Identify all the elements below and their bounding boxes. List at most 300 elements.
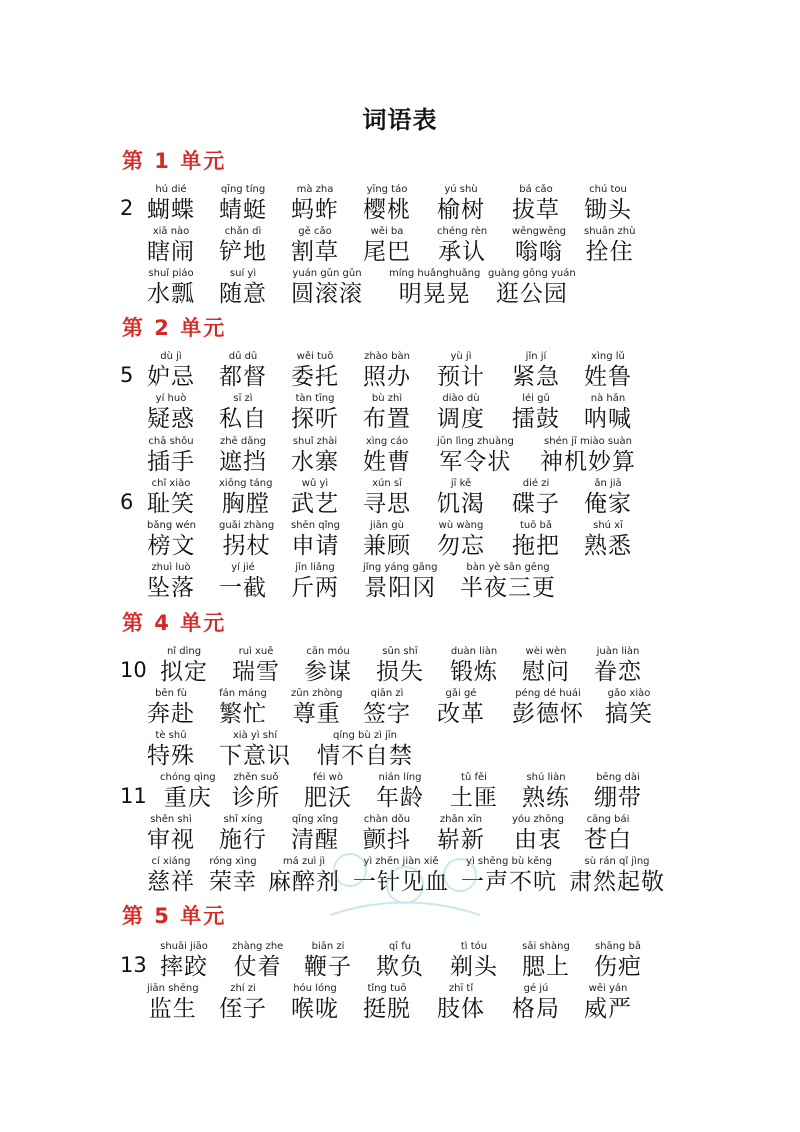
pinyin: duàn liàn [450, 646, 498, 657]
vocab-word [376, 941, 424, 981]
pinyin: guǎi zhàng [219, 520, 275, 531]
vocab-word [147, 268, 195, 308]
hanzi: 碟子 [512, 491, 560, 517]
vocab-word [437, 983, 485, 1023]
hanzi: 熟练 [522, 785, 570, 811]
pinyin: xún sī [372, 478, 402, 489]
vocab-word [219, 436, 267, 476]
hanzi: 圆滚滚 [291, 281, 363, 307]
hanzi: 年龄 [376, 785, 424, 811]
pinyin: shú liàn [526, 772, 566, 783]
pinyin: shěn shì [150, 814, 192, 825]
pinyin: wǔ yì [301, 478, 329, 489]
hanzi: 私自 [219, 406, 267, 432]
pinyin: bēn fù [155, 688, 187, 699]
pinyin: zhuì luò [151, 562, 191, 573]
pinyin: róng xìng [209, 856, 257, 867]
vocab-word [437, 814, 485, 854]
vocab-word [317, 730, 413, 770]
vocab-word [219, 351, 267, 391]
pinyin: sāi shàng [522, 941, 570, 952]
hanzi: 情不自禁 [317, 743, 413, 769]
vocab-word [219, 478, 272, 518]
pinyin: tǐng tuō [367, 983, 407, 994]
pinyin: shuāi jiāo [160, 941, 208, 952]
pinyin: dù jì [160, 351, 182, 362]
vocab-word [363, 814, 411, 854]
hanzi: 水瓢 [147, 281, 195, 307]
hanzi: 姓鲁 [584, 364, 632, 390]
hanzi: 熟悉 [584, 533, 632, 559]
pinyin: bǎng wén [147, 520, 197, 531]
hanzi: 挺脱 [363, 996, 411, 1022]
pinyin: shī xíng [223, 814, 263, 825]
hanzi: 清醒 [291, 827, 339, 853]
pinyin: zhào bàn [364, 351, 410, 362]
vocab-word [304, 941, 352, 981]
hanzi: 擂鼓 [512, 406, 560, 432]
pinyin: fán máng [219, 688, 267, 699]
pinyin: wèi wèn [525, 646, 567, 657]
pinyin: shuǐ piáo [148, 268, 194, 279]
hanzi: 格局 [512, 996, 560, 1022]
hanzi: 嗡嗡 [515, 239, 564, 265]
hanzi: 伤疤 [594, 954, 642, 980]
hanzi: 樱桃 [363, 197, 411, 223]
vocab-word [488, 268, 576, 308]
vocab-word [522, 941, 570, 981]
pinyin: shú xī [593, 520, 623, 531]
hanzi: 仗着 [233, 954, 282, 980]
vocab-word [147, 562, 195, 602]
pinyin: xiā nào [152, 226, 190, 237]
hanzi: 颤抖 [363, 827, 411, 853]
pinyin: yí huò [155, 393, 187, 404]
hanzi: 奔赴 [147, 701, 195, 727]
hanzi: 绷带 [594, 785, 642, 811]
vocab-word [594, 941, 642, 981]
vocab-word [147, 226, 195, 266]
vocab-word [147, 393, 195, 433]
vocab-word [363, 562, 438, 602]
pinyin: hú dié [155, 184, 187, 195]
vocab-word [363, 520, 411, 560]
vocab-word [304, 772, 352, 812]
vocab-word [376, 772, 424, 812]
hanzi: 监生 [148, 996, 197, 1022]
lesson-number: 5 [120, 363, 134, 387]
vocab-word [460, 562, 556, 602]
pinyin: shāng bā [594, 941, 641, 952]
pinyin: cāng bái [586, 814, 630, 825]
vocab-word [437, 520, 485, 560]
hanzi: 土匪 [450, 785, 498, 811]
pinyin: bàn yè sān gēng [466, 562, 550, 573]
vocab-word [219, 520, 274, 560]
pinyin: diào dù [442, 393, 480, 404]
vocab-word [363, 478, 411, 518]
vocab-word [160, 941, 208, 981]
pinyin: míng huǎnghuǎng [389, 268, 481, 279]
hanzi: 审视 [147, 827, 195, 853]
vocab-word [147, 520, 196, 560]
hanzi: 剃头 [450, 954, 498, 980]
pinyin: suí yì [229, 268, 257, 279]
vocab-word [437, 226, 487, 266]
pinyin: cí xiáng [151, 856, 191, 867]
pinyin: péng dé huái [515, 688, 581, 699]
pinyin: jiān shēng [147, 983, 199, 994]
hanzi: 随意 [219, 281, 267, 307]
pinyin: chéng rèn [437, 226, 488, 237]
hanzi: 布置 [363, 406, 411, 432]
vocab-word [291, 520, 340, 560]
pinyin: yì shēng bù kēng [466, 856, 552, 867]
pinyin: yú shù [444, 184, 478, 195]
vocab-word [584, 478, 632, 518]
pinyin: yì zhēn jiàn xiě [363, 856, 439, 867]
pinyin: jūn lìng zhuàng [437, 436, 514, 447]
vocab-word [291, 688, 343, 728]
unit-heading: 第 5 单元 [122, 904, 227, 928]
pinyin: bù zhì [371, 393, 403, 404]
hanzi: 遮挡 [219, 449, 267, 475]
vocab-word [512, 393, 560, 433]
pinyin: xià yì shí [232, 730, 278, 741]
hanzi: 鞭子 [304, 954, 352, 980]
pinyin: dié zi [522, 478, 550, 489]
hanzi: 重庆 [163, 785, 212, 811]
vocab-word [219, 814, 267, 854]
pinyin: biān zi [311, 941, 345, 952]
vocab-word [512, 688, 584, 728]
pinyin: xìng cáo [365, 436, 409, 447]
hanzi: 寻思 [363, 491, 411, 517]
pinyin: sǔn shī [382, 646, 418, 657]
vocab-word [522, 646, 570, 686]
vocab-word [437, 478, 485, 518]
vocab-word [291, 268, 363, 308]
hanzi: 明晃晃 [398, 281, 471, 307]
hanzi: 腮上 [522, 954, 570, 980]
vocab-word [389, 268, 480, 308]
pinyin: zhěn suǒ [233, 772, 279, 783]
vocab-word [147, 184, 195, 224]
hanzi: 拴住 [585, 239, 634, 265]
pinyin: chàn dǒu [363, 814, 411, 825]
vocab-word [232, 772, 280, 812]
pinyin: sù rán qǐ jìng [584, 856, 650, 867]
hanzi: 一截 [219, 575, 267, 601]
pinyin: zhàng zhe [232, 941, 284, 952]
hanzi: 逛公园 [495, 281, 568, 307]
vocab-word [219, 730, 291, 770]
hanzi: 蝴蝶 [147, 197, 195, 223]
hanzi: 麻醉剂 [268, 869, 340, 895]
hanzi: 施行 [219, 827, 267, 853]
pinyin: wēngwēng [512, 226, 567, 237]
unit-heading: 第 4 单元 [122, 611, 227, 635]
vocab-word [594, 646, 642, 686]
hanzi: 签字 [363, 701, 411, 727]
lesson-number: 13 [120, 953, 147, 977]
hanzi: 照办 [363, 364, 411, 390]
pinyin: wěi tuō [296, 351, 334, 362]
hanzi: 调度 [437, 406, 485, 432]
hanzi: 拟定 [160, 659, 208, 685]
pinyin: zhē dǎng [219, 436, 267, 447]
pinyin: jǐng yáng gāng [363, 562, 438, 573]
vocab-word [584, 983, 632, 1023]
vocab-word [219, 184, 267, 224]
pinyin: ǎn jiā [594, 478, 622, 489]
hanzi: 尊重 [292, 701, 341, 727]
hanzi: 喉咙 [291, 996, 339, 1022]
pinyin: léi gǔ [522, 393, 550, 404]
vocab-word [437, 436, 514, 476]
pinyin: dū dū [228, 351, 258, 362]
vocab-word [512, 814, 564, 854]
hanzi: 荣幸 [209, 869, 257, 895]
pinyin: shēn qǐng [291, 520, 341, 531]
hanzi: 坠落 [147, 575, 195, 601]
hanzi: 由衷 [513, 827, 562, 853]
hanzi: 眷恋 [594, 659, 642, 685]
vocab-word [512, 983, 560, 1023]
vocab-word [363, 184, 411, 224]
hanzi: 斤两 [291, 575, 339, 601]
pinyin: yóu zhōng [512, 814, 564, 825]
vocab-word [147, 730, 195, 770]
hanzi: 紧急 [512, 364, 560, 390]
pinyin: qīng xǐng [291, 814, 339, 825]
hanzi: 插手 [147, 449, 195, 475]
vocab-word [147, 351, 195, 391]
hanzi: 拐杖 [222, 533, 271, 559]
pinyin: nǐ dìng [166, 646, 202, 657]
vocab-word [512, 478, 560, 518]
pinyin: wù wàng [438, 520, 484, 531]
hanzi: 拔草 [512, 197, 560, 223]
hanzi: 饥渴 [437, 491, 485, 517]
hanzi: 威严 [584, 996, 632, 1022]
hanzi: 神机妙算 [540, 449, 636, 475]
pinyin: nián líng [378, 772, 422, 783]
pinyin: qíng bù zì jīn [333, 730, 397, 741]
vocab-word [291, 351, 339, 391]
vocab-word [512, 351, 560, 391]
vocab-word [219, 983, 267, 1023]
vocab-word [450, 941, 498, 981]
hanzi: 损失 [376, 659, 424, 685]
unit-heading: 第 2 单元 [122, 316, 227, 340]
pinyin: wēi yán [588, 983, 628, 994]
vocab-word [540, 436, 636, 476]
hanzi: 瞎闹 [147, 239, 195, 265]
hanzi: 呐喊 [584, 406, 632, 432]
vocab-word [147, 688, 195, 728]
vocab-word [219, 393, 267, 433]
pinyin: zūn zhòng [291, 688, 343, 699]
lesson-number: 6 [120, 490, 134, 514]
vocab-word [291, 983, 339, 1023]
hanzi: 尾巴 [363, 239, 411, 265]
pinyin: mà zha [296, 184, 334, 195]
vocab-word [160, 772, 216, 812]
pinyin: tì tóu [460, 941, 488, 952]
pinyin: tè shū [155, 730, 187, 741]
vocab-word [219, 688, 267, 728]
vocab-word [363, 688, 411, 728]
pinyin: wěi ba [370, 226, 404, 237]
pinyin: juàn liàn [596, 646, 640, 657]
pinyin: shuǐ zhài [292, 436, 338, 447]
hanzi: 摔跤 [160, 954, 208, 980]
pinyin: gǎo xiào [607, 688, 651, 699]
hanzi: 割草 [291, 239, 339, 265]
hanzi: 兼顾 [363, 533, 411, 559]
vocab-word [291, 184, 339, 224]
hanzi: 勿忘 [437, 533, 485, 559]
hanzi: 改革 [437, 701, 485, 727]
pinyin: xiōng táng [219, 478, 273, 489]
hanzi: 铲地 [219, 239, 267, 265]
pinyin: chóng qìng [160, 772, 216, 783]
vocab-word [291, 393, 339, 433]
vocab-word [304, 646, 352, 686]
hanzi: 水寨 [291, 449, 339, 475]
pinyin: yù jì [450, 351, 472, 362]
hanzi: 榆树 [437, 197, 485, 223]
hanzi: 锻炼 [450, 659, 498, 685]
vocab-word [584, 520, 632, 560]
vocab-word [450, 772, 498, 812]
pinyin: tàn tīng [295, 393, 335, 404]
vocab-word [291, 814, 339, 854]
pinyin: chú tou [589, 184, 627, 195]
vocab-word [147, 478, 195, 518]
vocab-word [569, 856, 665, 896]
pinyin: bēng dài [596, 772, 640, 783]
vocab-word [522, 772, 570, 812]
vocab-word [584, 351, 632, 391]
hanzi: 诊所 [232, 785, 280, 811]
vocab-word [363, 436, 411, 476]
pinyin: jǐn jí [525, 351, 547, 362]
hanzi: 肢体 [437, 996, 485, 1022]
hanzi: 繁忙 [219, 701, 267, 727]
vocab-word [160, 646, 208, 686]
vocab-word [363, 351, 411, 391]
pinyin: yí jié [231, 562, 255, 573]
hanzi: 特殊 [147, 743, 195, 769]
lesson-number: 10 [120, 658, 147, 682]
vocab-word [353, 856, 449, 896]
lesson-number: 2 [120, 196, 134, 220]
pinyin: chā shǒu [148, 436, 194, 447]
pinyin: ruì xuě [238, 646, 274, 657]
vocab-word [437, 351, 485, 391]
pinyin: sī zì [233, 393, 253, 404]
vocab-word [147, 814, 195, 854]
vocab-word [219, 562, 267, 602]
hanzi: 妒忌 [147, 364, 195, 390]
hanzi: 蜻蜓 [219, 197, 267, 223]
pinyin: gē cǎo [298, 226, 332, 237]
hanzi: 慈祥 [147, 869, 195, 895]
vocab-word [147, 436, 195, 476]
hanzi: 景阳冈 [364, 575, 437, 601]
vocab-word [512, 184, 560, 224]
pinyin: cān móu [306, 646, 350, 657]
pinyin: nà hǎn [590, 393, 626, 404]
hanzi: 半夜三更 [460, 575, 556, 601]
hanzi: 都督 [219, 364, 267, 390]
pinyin: yīng táo [366, 184, 408, 195]
vocab-word [376, 646, 424, 686]
hanzi: 申请 [291, 533, 340, 559]
vocab-word [219, 268, 267, 308]
pinyin: xìng lǔ [591, 351, 625, 362]
vocab-word [147, 856, 195, 896]
hanzi: 承认 [438, 239, 487, 265]
hanzi: 姓曹 [363, 449, 411, 475]
vocab-word [605, 688, 653, 728]
pinyin: qiān zì [370, 688, 404, 699]
hanzi: 军令状 [439, 449, 512, 475]
pinyin: gǎi gé [445, 688, 477, 699]
pinyin: tuō bǎ [519, 520, 553, 531]
hanzi: 肥沃 [304, 785, 352, 811]
hanzi: 肃然起敬 [569, 869, 665, 895]
vocab-word [584, 226, 635, 266]
vocab-word [291, 478, 339, 518]
pinyin: jiān gù [370, 520, 404, 531]
pinyin: zhí zi [230, 983, 256, 994]
hanzi: 武艺 [291, 491, 339, 517]
hanzi: 一针见血 [353, 869, 449, 895]
hanzi: 瑞雪 [232, 659, 280, 685]
hanzi: 侄子 [219, 996, 267, 1022]
vocab-word [232, 646, 280, 686]
page-title: 词语表 [362, 106, 438, 134]
hanzi: 拖把 [512, 533, 560, 559]
pinyin: zhǎn xīn [439, 814, 483, 825]
hanzi: 探听 [291, 406, 339, 432]
hanzi: 参谋 [304, 659, 352, 685]
pinyin: jīn liǎng [295, 562, 335, 573]
pinyin: shén jī miào suàn [544, 436, 632, 447]
vocab-word [363, 226, 411, 266]
hanzi: 一声不吭 [461, 869, 557, 895]
vocab-word [584, 184, 632, 224]
pinyin: féi wò [313, 772, 343, 783]
hanzi: 苍白 [584, 827, 632, 853]
vocab-word [363, 983, 411, 1023]
pinyin: hóu lóng [293, 983, 337, 994]
vocab-word [437, 393, 485, 433]
vocab-word [512, 226, 566, 266]
pinyin: zhī tǐ [448, 983, 474, 994]
vocab-word [594, 772, 642, 812]
hanzi: 榜文 [147, 533, 196, 559]
lesson-number: 11 [120, 784, 147, 808]
pinyin: chǐ xiào [151, 478, 191, 489]
vocab-word [147, 983, 199, 1023]
hanzi: 蚂蚱 [291, 197, 339, 223]
pinyin: chǎn dì [224, 226, 262, 237]
pinyin: shuān zhù [584, 226, 636, 237]
